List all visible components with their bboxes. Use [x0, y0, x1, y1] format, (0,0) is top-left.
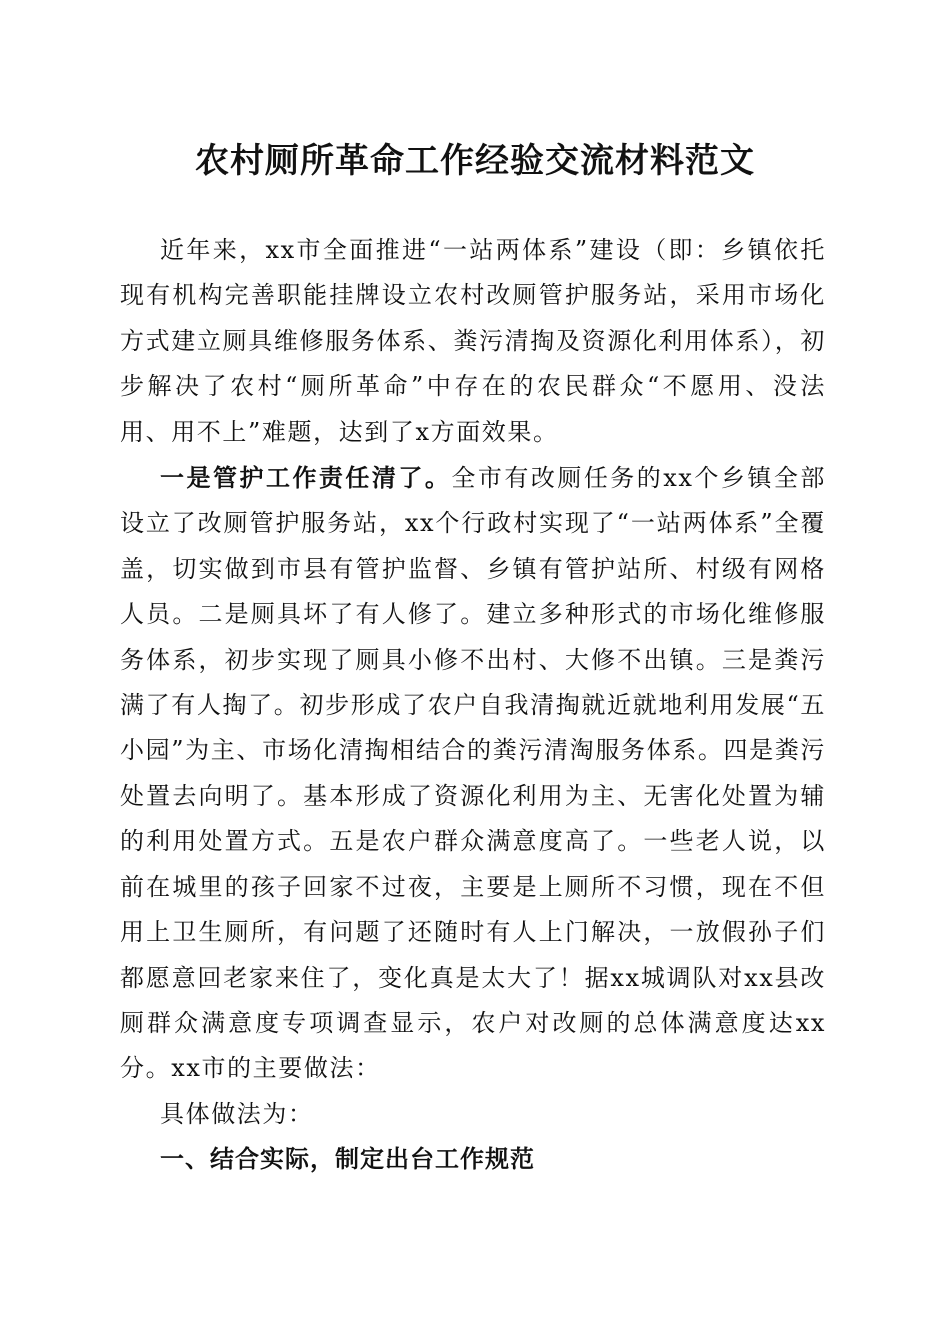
effects-body-text: 全市有改厕任务的xx个乡镇全部设立了改厕管护服务站，xx个行政村实现了“一站两体系”全覆盖，切实做到市县有管护监督、乡镇有管护站所、村级有网格人员。二是厕具坏了有人修了。建立多种形式的市场化维修服务体系，初步实现了厕具小修不出村、大修不出镇。三是粪污满了有人掏了。初步形成了农户自我清掏就近就地利用发展“五小园”为主、市场化清掏相结合的粪污清淘服务体系。四是粪污处置去向明了。基本形成了资源化利用为主、无害化处置为辅的利用处置方式。五是农户群众满意度高了。一些老人说，以前在城里的孩子回家不过夜，主要是上厕所不习惯，现在不但用上卫生厕所，有问题了还随时有人上门解决，一放假孙子们都愿意回老家来住了，变化真是太大了！据xx城调队对xx县改厕群众满意度专项调查显示，农户对改厕的总体满意度达xx分。xx市的主要做法：: [120, 464, 826, 1083]
document-title: 农村厕所革命工作经验交流材料范文: [195, 141, 755, 181]
effects-lead-sentence: 一是管护工作责任清了。: [160, 463, 452, 493]
methods-intro-paragraph: 具体做法为：: [160, 1099, 314, 1128]
document-body: [120, 228, 826, 1183]
intro-paragraph: 近年来，xx市全面推进“一站两体系”建设（即：乡镇依托现有机构完善职能挂牌设立农村改厕管护服务站，采用市场化方式建立厕具维修服务体系、粪污清掏及资源化利用体系），初步解决了农村“厕所革命”中存在的农民群众“不愿用、没法用、用不上”难题，达到了x方面效果。: [120, 236, 826, 446]
effects-paragraph: [120, 455, 826, 1092]
section-heading: 一、结合实际，制定出台工作规范: [160, 1145, 535, 1174]
